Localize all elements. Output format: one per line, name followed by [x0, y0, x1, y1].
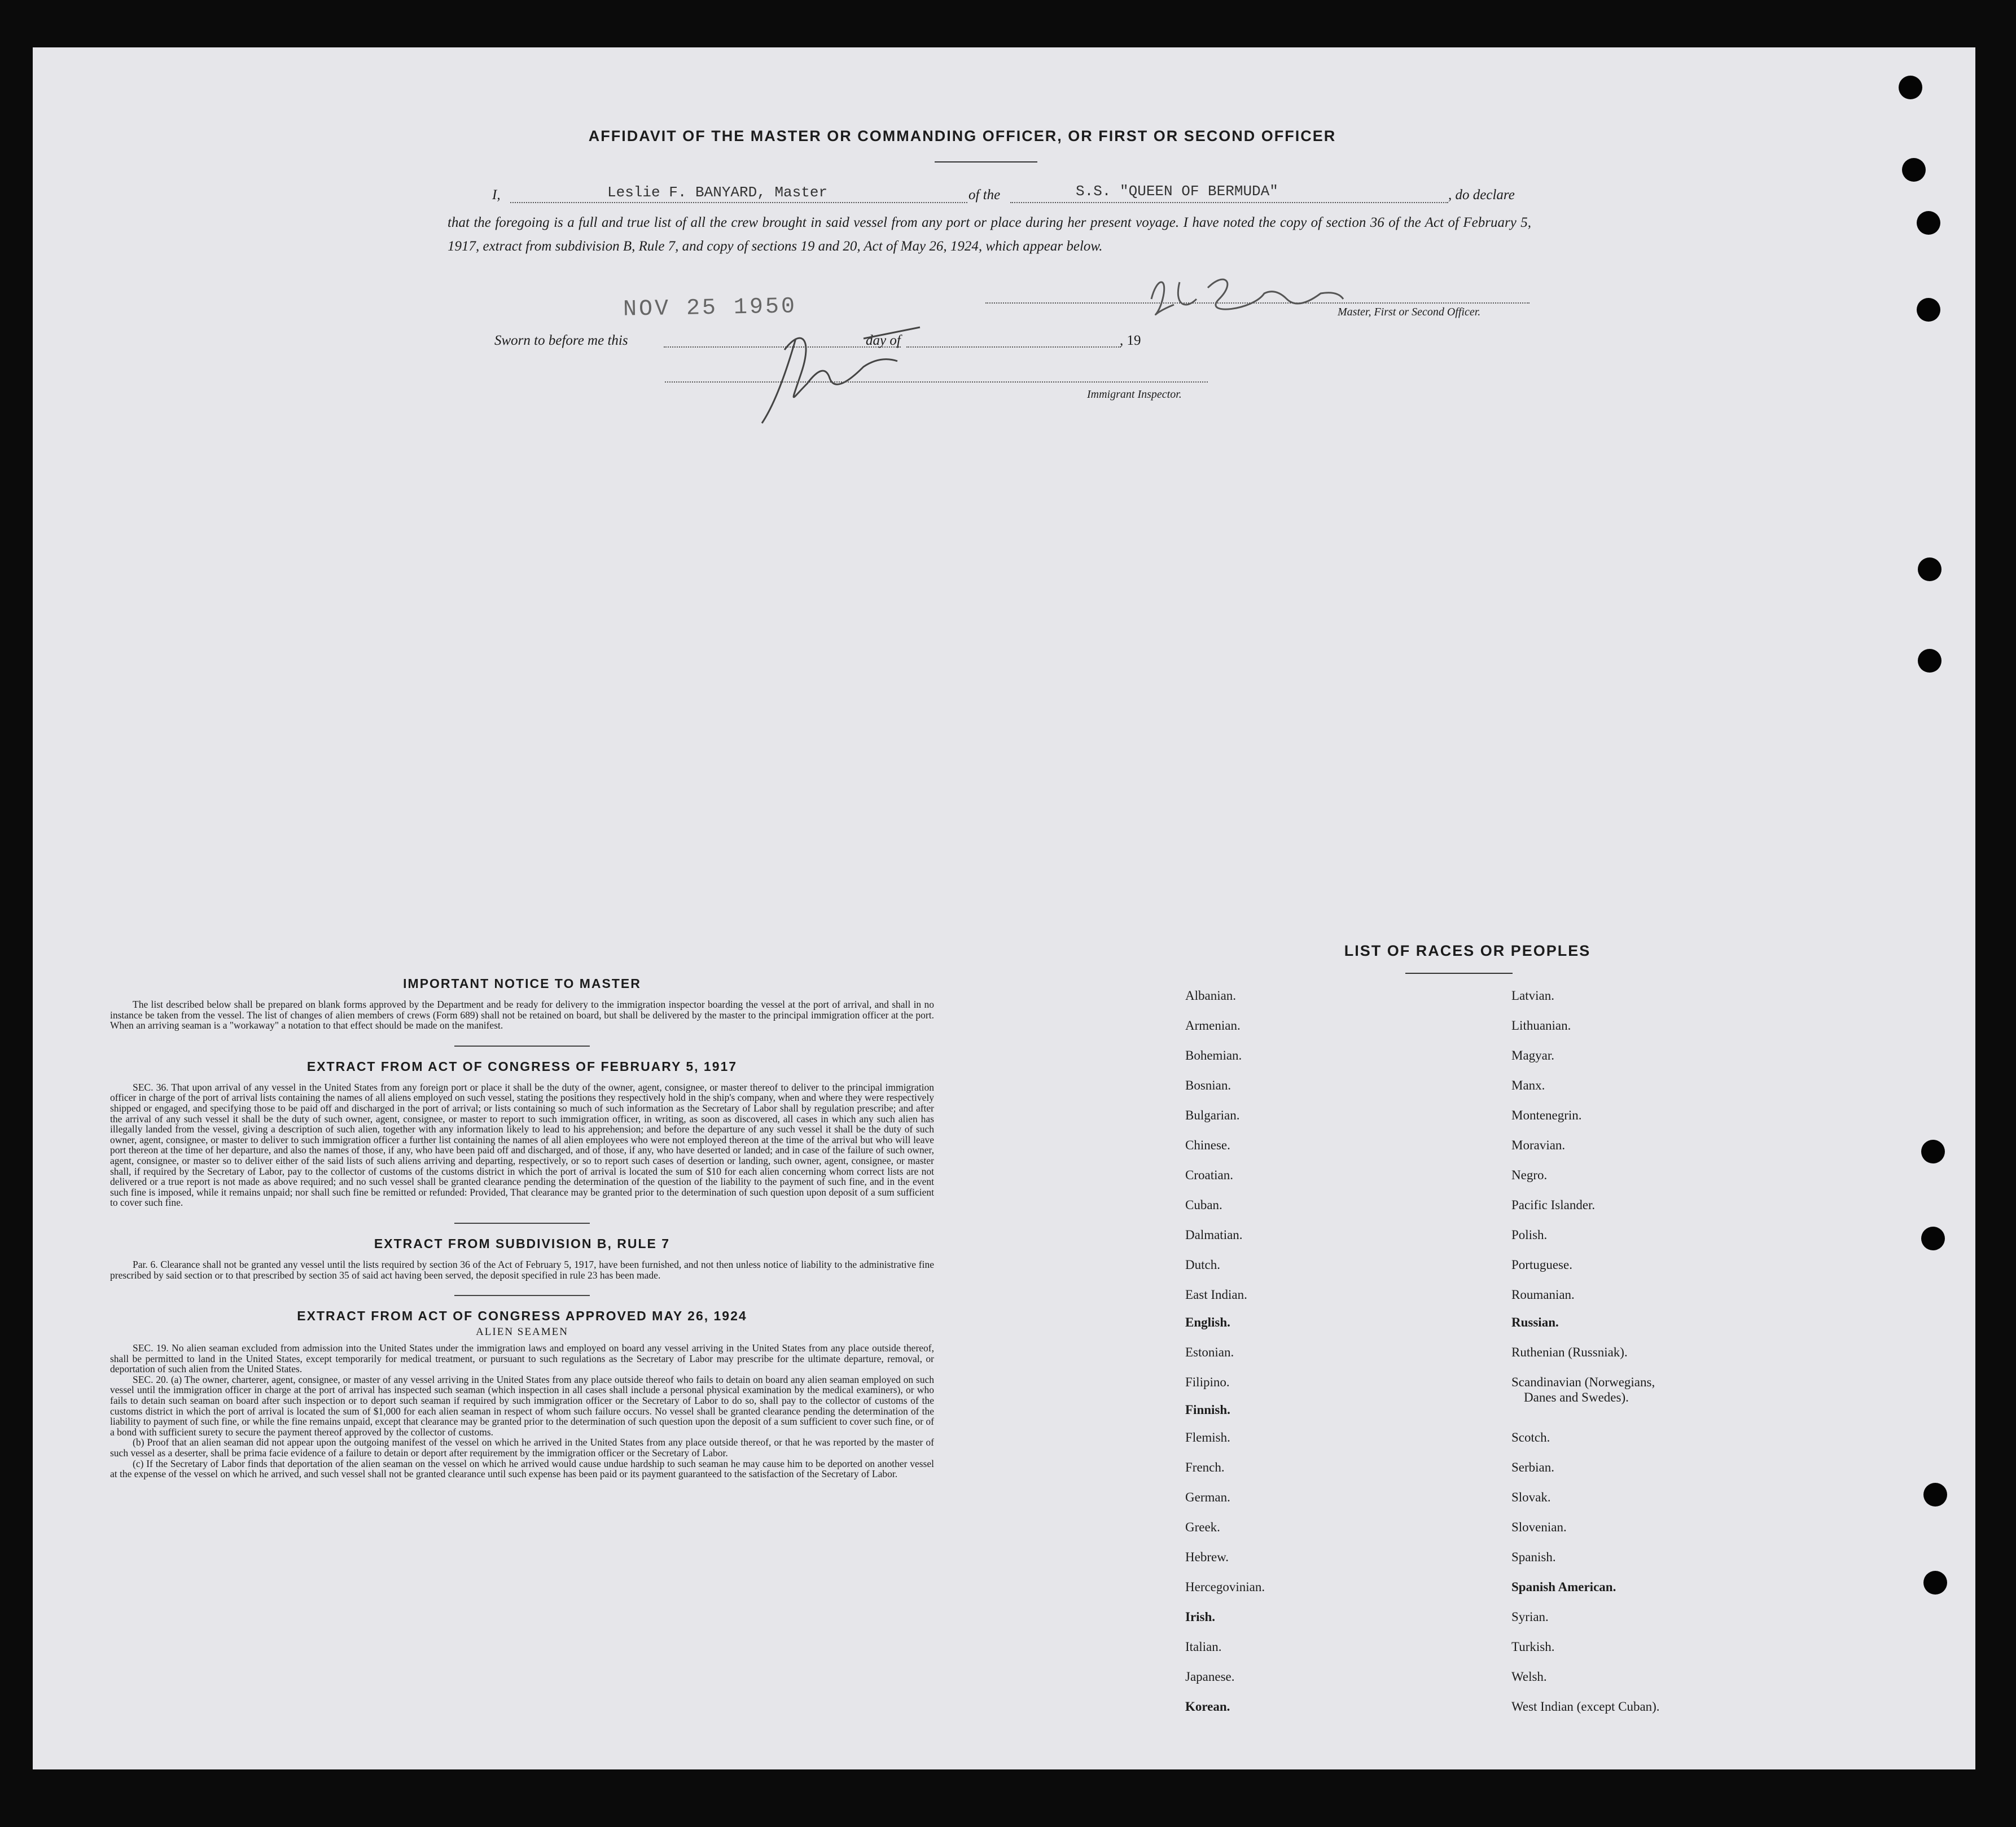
master-name: Leslie F. BANYARD, Master: [607, 184, 828, 201]
race-item: Slovenian.: [1511, 1520, 1567, 1534]
race-item: Roumanian.: [1511, 1288, 1575, 1302]
race-item: Negro.: [1511, 1168, 1548, 1182]
race-item: Croatian.: [1185, 1168, 1233, 1182]
sec-20c-paragraph: (c) If the Secretary of Labor finds that deportation of the alien seaman on the vessel on which he arrived would cause undue hardship to such seaman he may cause him to be deported on another vessel at the expense of the vessel on which he arrived, and such vessel shall not be granted clearance until such expense has been paid or its payment guaranteed to the satisfaction of the Secretary of Labor.: [110, 1457, 934, 1480]
affidavit-body: that the foregoing is a full and true list of all the crew brought in said vessel from any port or place during her present voyage. I have noted the copy of section 36 of the Act of February 5, 1917, extract from subdivision B, Rule 7, and copy of sections 19 and 20, Act of May 26, 1924, which appear below.: [448, 215, 1531, 254]
punch-hole: [1921, 1140, 1945, 1163]
race-item: Irish.: [1185, 1610, 1216, 1624]
race-item: Bohemian.: [1185, 1048, 1242, 1062]
race-item: Dalmatian.: [1185, 1228, 1243, 1242]
name-line: [510, 202, 967, 203]
extract-rule7-title: EXTRACT FROM SUBDIVISION B, RULE 7: [374, 1236, 670, 1251]
race-item: English.: [1185, 1315, 1230, 1329]
race-item: Syrian.: [1511, 1610, 1549, 1624]
do-declare-label: , do declare: [1448, 187, 1515, 203]
race-item: Cuban.: [1185, 1198, 1222, 1212]
notice-text: The list described below shall be prepared on blank forms approved by the Department and be ready for delivery to the immigration inspector boarding the vessel at the port of arrival, and shall in no instance be taken from the vessel. The list of changes of alien members of crews (Form 689) shall not be retained on board, but shall be delivered by the master to the principal immigration officer at the port. When an arriving seaman is a "workaway" a notation to that effect should be made on the manifest.: [110, 999, 934, 1031]
punch-hole: [1923, 1571, 1947, 1595]
race-item: Estonian.: [1185, 1345, 1234, 1359]
divider: [454, 1295, 590, 1296]
affidavit-title: AFFIDAVIT OF THE MASTER OR COMMANDING OFFICER, OR FIRST OR SECOND OFFICER: [588, 128, 1336, 144]
notice-column: [110, 976, 934, 1479]
race-item: Pacific Islander.: [1511, 1198, 1596, 1212]
sec-20a-paragraph: SEC. 20. (a) The owner, charterer, agent, consignee, or master of any vessel arriving in the United States from any place outside thereof who fails to detain on board any alien seaman employed on such vessel until the immigration officer in charge at the port of arrival has inspected such seaman (which inspection in all cases shall include a personal physical examination by the medical examiners), or who fails to detain such seaman on board after such inspection or to deport such seaman if required by such immigration officer or the Secretary of Labor to do so, shall pay to the collector of customs of the customs district in which the port of arrival is located the sum of $1,000 for each alien seaman in respect of whom such failure occurs. No vessel shall be granted clearance pending the determination of the liability to payment of such fine, or while the fine remains unpaid, except that clearance may be granted prior to the determination of such question upon the deposit of a sum sufficient to cover such fine, or of a bond with sufficient surety to secure the payment thereof approved by the collector of customs.: [110, 1373, 934, 1438]
document-page: [33, 47, 1975, 1769]
inspector-signature: [751, 316, 954, 429]
race-item: Turkish.: [1511, 1640, 1555, 1654]
race-item: Danes and Swedes).: [1524, 1390, 1629, 1404]
races-title: LIST OF RACES OR PEOPLES: [1344, 942, 1591, 959]
race-item: Spanish.: [1511, 1550, 1556, 1564]
inspector-line: [665, 381, 1208, 383]
race-item: Greek.: [1185, 1520, 1220, 1534]
sec-19-paragraph: SEC. 19. No alien seaman excluded from admission into the United States under the immigration laws and employed on board any vessel arriving in the United States from any place outside thereof, shall be permitted to land in the United States, except temporarily for medical treatment, or pursuant to such regulations as the Secretary of Labor may prescribe for the ultimate departure, removal, or deportation of such alien from the United States.: [110, 1342, 934, 1375]
sec-20b-paragraph: (b) Proof that an alien seaman did not appear upon the outgoing manifest of the vessel on which he arrived in the United States from any place outside thereof, or that he was reported by the master of such vessel as a deserter, shall be prima facie evidence of a failure to detain or deport after requirement by the immigration officer or the Secretary of Labor.: [110, 1437, 934, 1459]
punch-hole: [1902, 158, 1926, 182]
race-item: Slovak.: [1511, 1490, 1551, 1504]
race-item: West Indian (except Cuban).: [1511, 1699, 1660, 1714]
sworn-label: Sworn to before me this: [494, 333, 628, 348]
race-item: Japanese.: [1185, 1670, 1235, 1684]
race-item: Korean.: [1185, 1699, 1230, 1714]
race-item: Lithuanian.: [1511, 1018, 1571, 1033]
race-item: Serbian.: [1511, 1460, 1555, 1474]
extract-1924-subtitle: ALIEN SEAMEN: [476, 1326, 568, 1338]
race-item: French.: [1185, 1460, 1225, 1474]
race-item: Dutch.: [1185, 1258, 1220, 1272]
race-item: Portuguese.: [1511, 1258, 1572, 1272]
master-signature: [1140, 265, 1355, 327]
race-item: Montenegrin.: [1511, 1108, 1582, 1122]
extract-rule7-text: Par. 6. Clearance shall not be granted any vessel until the lists required by section 36 of the Act of February 5, 1917, have been furnished, and not then unless notice of liability to the administrative fine prescribed by said section or to that prescribed by section 35 of said act having been served, the deposit specified in rule 23 has been made.: [110, 1258, 934, 1281]
race-item: Moravian.: [1511, 1138, 1566, 1152]
race-item: Filipino.: [1185, 1375, 1230, 1389]
race-item: Chinese.: [1185, 1138, 1230, 1152]
race-item: Albanian.: [1185, 989, 1237, 1003]
punch-hole: [1918, 649, 1942, 673]
i-label: I,: [492, 187, 501, 203]
notice-title: IMPORTANT NOTICE TO MASTER: [403, 976, 641, 991]
punch-hole: [1917, 298, 1940, 322]
punch-hole: [1918, 557, 1942, 581]
race-item: Polish.: [1511, 1228, 1548, 1242]
race-item: Ruthenian (Russniak).: [1511, 1345, 1628, 1359]
race-item: Scandinavian (Norwegians,: [1511, 1375, 1655, 1389]
race-item: Flemish.: [1185, 1430, 1230, 1444]
race-item: Spanish American.: [1511, 1580, 1616, 1594]
races-underline: [1405, 973, 1513, 974]
race-item: German.: [1185, 1490, 1230, 1504]
race-item: Scotch.: [1511, 1430, 1550, 1444]
punch-hole: [1923, 1483, 1947, 1507]
signature-caption: Master, First or Second Officer.: [1338, 306, 1481, 318]
race-item: Russian.: [1511, 1315, 1559, 1329]
punch-hole: [1921, 1227, 1945, 1250]
punch-hole: [1917, 211, 1940, 235]
punch-hole: [1899, 76, 1922, 99]
extract-1924-title: EXTRACT FROM ACT OF CONGRESS APPROVED MAY 26, 1924: [297, 1308, 747, 1324]
extract-1924-text: [110, 1343, 934, 1479]
of-the-label: of the: [968, 187, 1001, 203]
title-underline: [935, 161, 1037, 163]
extract-1917-text: SEC. 36. That upon arrival of any vessel in the United States from any foreign port or place it shall be the duty of the owner, agent, consignee, or master thereof to deliver to the principal immigration officer in charge of the port of arrival lists containing the names of all aliens employed on such vessel, stating the positions they respectively hold in the ship's company, when and where they were respectively shipped or engaged, and specifying those to be paid off and discharged in the port of arrival; or lists containing so much of such information as the Secretary of Labor shall by regulation prescribe; and after the arrival of any such vessel it shall be the duty of such owner, agent, consignee, or master to report to such immigration officer, in writing, as soon as discovered, all cases in which any such alien has illegally landed from the vessel, giving a description of such alien, together with any information likely to lead to his apprehension; and before the departure of any such vessel it shall be the duty of such owner, agent, consignee, or master to deliver to such immigration officer a further list containing the names of all alien employees who were not employed thereon at the time of the arrival but who will leave port thereon at the time of her departure, and also the names of those, if any, who have been paid off and discharged, and of those, if any, who have deserted or landed; and in case of the failure of such owner, agent, consignee, or master so to deliver either of the said lists of such aliens arriving and departing, respectively, or so to report such cases of desertion or landing, such owner, agent, consignee, or master shall, if required by the Secretary of Labor, pay to the collector of customs of the customs district in which the port of arrival is located the sum of $10 for each alien concerning whom correct lists are not delivered or a true report is not made as above required; and no such vessel shall be granted clearance pending the determination of the question of the liability to the payment of such fine, and in the event such fine is imposed, while it remains unpaid; nor shall such fine be remitted or refunded: Provided, That clearance may be granted prior to the determination of such question upon deposit of a sum sufficient to cover such fine.: [110, 1081, 934, 1209]
race-item: Bosnian.: [1185, 1078, 1231, 1092]
race-item: Armenian.: [1185, 1018, 1241, 1033]
race-item: Finnish.: [1185, 1403, 1230, 1417]
race-item: Hebrew.: [1185, 1550, 1229, 1564]
year-prefix: , 19: [1120, 333, 1141, 348]
race-item: Latvian.: [1511, 989, 1554, 1003]
extract-1917-title: EXTRACT FROM ACT OF CONGRESS OF FEBRUARY 5, 1917: [306, 1059, 738, 1074]
vessel-name: S.S. "QUEEN OF BERMUDA": [1076, 183, 1278, 200]
inspector-caption: Immigrant Inspector.: [1087, 388, 1182, 401]
day-of-label: day of: [866, 333, 901, 348]
race-item: Hercegovinian.: [1185, 1580, 1265, 1594]
race-item: Welsh.: [1511, 1670, 1547, 1684]
race-item: East Indian.: [1185, 1288, 1247, 1302]
race-item: Magyar.: [1511, 1048, 1555, 1062]
vessel-line: [1010, 202, 1448, 203]
divider: [454, 1223, 590, 1224]
date-stamp: NOV 25 1950: [623, 294, 797, 323]
race-item: Italian.: [1185, 1640, 1222, 1654]
divider: [454, 1046, 590, 1047]
race-item: Bulgarian.: [1185, 1108, 1240, 1122]
race-item: Manx.: [1511, 1078, 1545, 1092]
